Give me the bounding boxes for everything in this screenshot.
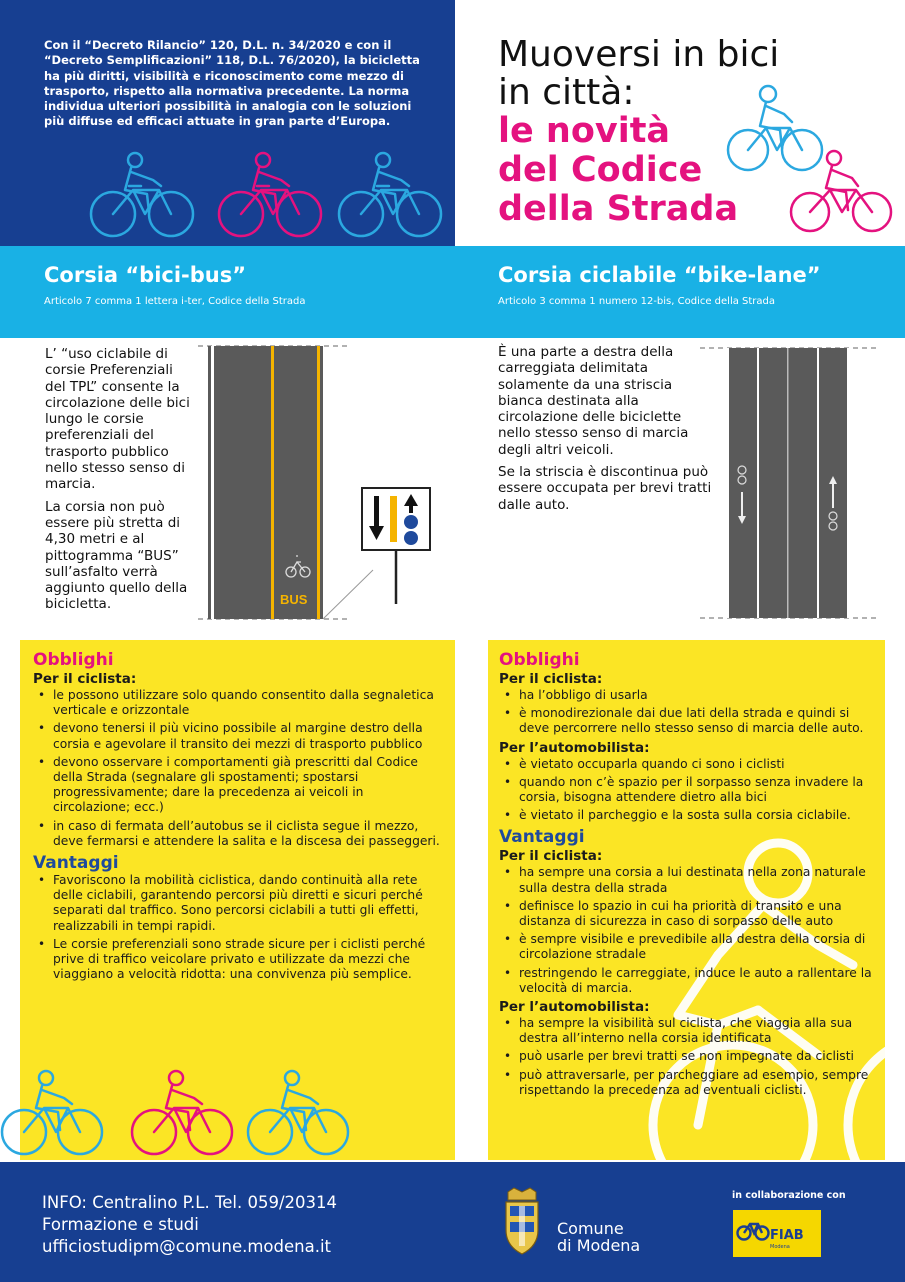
cyclist-blue-icon: [248, 1071, 348, 1154]
vantaggi-heading: Vantaggi: [33, 853, 119, 874]
list-item: • ha sempre una corsia a lui destinata nella zona naturale sulla destra della strada: [499, 865, 874, 895]
fiab-bicycle-icon: [736, 1218, 770, 1242]
ciclista-heading: Per il ciclista:: [33, 671, 137, 687]
footer-info: [42, 1192, 337, 1258]
fiab-logo-text: FIAB: [770, 1228, 804, 1243]
vantaggi-ciclista-list: [499, 865, 874, 996]
list-item: • definisce lo spazio in cui ha priorità di transito e una distanza di sicurezza in caso di sorpasso delle auto: [499, 899, 874, 929]
list-item: • è sempre visibile e prevedibile alla destra della corsia di circolazione stradale: [499, 932, 874, 962]
title-line: le novità: [498, 111, 671, 151]
obblighi-heading: Obblighi: [499, 650, 580, 670]
fiab-logo-subtext: Modena: [770, 1244, 790, 1250]
cyclist-pink-icon: [132, 1071, 232, 1154]
paragraph: Se la striscia è discontinua può essere occupata per brevi tratti dalle auto.: [498, 464, 712, 513]
modena-coat-of-arms-icon: [498, 1186, 546, 1258]
bus-signal-icon: [404, 515, 418, 529]
list-item: • è vietato occuparla quando ci sono i ciclisti: [499, 757, 874, 772]
cyclist-blue-icon: [2, 1071, 102, 1154]
bicibus-title: Corsia “bici-bus”: [44, 263, 247, 287]
list-item: • in caso di fermata dell’autobus se il ciclista segue il mezzo, deve fermarsi e attendere la salita e la discesa dei passeggeri.: [33, 819, 441, 849]
cyclist-blue-icon: [91, 153, 193, 236]
section-band: [0, 246, 905, 338]
bikelane-description: [498, 344, 713, 513]
cyclist-pink-icon: [219, 153, 321, 236]
obblighi-list: [33, 688, 441, 849]
cyclist-blue-icon: [339, 153, 441, 236]
list-item: • ha l’obbligo di usarla: [499, 688, 874, 703]
intro-text: Con il “Decreto Rilancio” 120, D.L. n. 34/2020 e con il “Decreto Semplificazioni” 118, D.L. 76/2020), la bicicletta ha più diritti, visibilità e riconoscimento come mezzo di trasporto, rispetto alla normativa precedente. La norma individua ulteriori possibilità in analogia con le soluzioni più diffuse ed efficaci attuate in gran parte d’Europa.: [44, 38, 420, 129]
list-item: • devono tenersi il più vicino possibile al margine destro della corsia e agevolare il transito dei mezzi di trasporto pubblico: [33, 721, 441, 751]
comune-line: di Modena: [557, 1236, 641, 1255]
header-cyclists-illustration: [85, 150, 445, 240]
paragraph: L’ “uso ciclabile di corsie Preferenziali del TPL” consente la circolazione delle bici lungo le corsie preferenziali del trasporto pubblico nello stesso senso di marcia.: [45, 346, 190, 493]
list-item: • le possono utilizzare solo quando consentito dalla segnaletica verticale e orizzontale: [33, 688, 441, 718]
list-item: • quando non c’è spazio per il sorpasso senza invadere la corsia, bisogna attendere dietro alla bici: [499, 775, 874, 805]
obblighi-automobilista-list: [499, 757, 874, 824]
list-item: • può attraversarle, per parcheggiare ad esempio, sempre rispettando la precedenza ad eventuali ciclisti.: [499, 1068, 874, 1098]
bikelane-road-illustration: [700, 342, 885, 622]
vantaggi-list: [33, 873, 441, 982]
bicibus-rules: [33, 650, 441, 985]
obblighi-ciclista-list: [499, 688, 874, 737]
vantaggi-automobilista-list: [499, 1016, 874, 1098]
cyclist-blue-icon: [728, 86, 822, 170]
ciclista-heading: Per il ciclista:: [499, 671, 603, 687]
list-item: • è monodirezionale dai due lati della strada e quindi si deve percorrere nello stesso senso di marcia delle auto.: [499, 706, 874, 736]
info-office: Formazione e studi: [42, 1215, 199, 1234]
paragraph: È una parte a destra della carreggiata delimitata solamente da una striscia bianca destinata alla circolazione delle biciclette nello stesso senso di marcia degli altri veicoli.: [498, 344, 689, 458]
list-item: • può usarle per brevi tratti se non impegnate da ciclisti: [499, 1049, 874, 1064]
list-item: • ha sempre la visibilità sul ciclista, che viaggia alla sua destra all’interno nella corsia identificata: [499, 1016, 874, 1046]
bicibus-description: [45, 346, 195, 613]
bikelane-subtitle: Articolo 3 comma 1 numero 12-bis, Codice della Strada: [498, 296, 776, 307]
cyclist-pink-icon: [791, 151, 891, 231]
title-line: della Strada: [498, 189, 739, 229]
footer-cyclists-illustration: [0, 1068, 360, 1158]
title-line: in città:: [498, 72, 635, 113]
bikelane-rules: [499, 650, 874, 1101]
comune-logo-text: [557, 1220, 640, 1254]
bicycle-signal-icon: [404, 531, 418, 545]
title-line: del Codice: [498, 150, 703, 190]
list-item: • Favoriscono la mobilità ciclistica, dando continuità alla rete delle ciclabili, garantendo percorsi più diretti e sicuri perché separati dal traffico. Sono percorsi ciclabili a tutti gli effetti, realizzabili in tempi rapidi.: [33, 873, 441, 934]
title-line: Muoversi in bici: [498, 34, 780, 75]
comune-line: Comune: [557, 1219, 624, 1238]
vantaggi-heading: Vantaggi: [499, 827, 585, 848]
bicibus-road-sign: [362, 488, 430, 604]
info-phone: INFO: Centralino P.L. Tel. 059/20314: [42, 1193, 338, 1212]
bus-road-marking: BUS: [280, 592, 308, 607]
info-email[interactable]: ufficiostudipm@comune.modena.it: [42, 1237, 331, 1256]
automobilista-heading: Per l’automobilista:: [499, 999, 650, 1016]
list-item: • Le corsie preferenziali sono strade sicure per i ciclisti perché prive di traffico veicolare privato e utilizzate da mezzi che viaggiano a velocità ridotta: una convivenza più semplice.: [33, 937, 441, 983]
collaboration-label: in collaborazione con: [732, 1190, 846, 1201]
automobilista-heading: Per l’automobilista:: [499, 739, 650, 756]
list-item: • restringendo le carreggiate, induce le auto a rallentare la velocità di marcia.: [499, 966, 874, 996]
list-item: • devono osservare i comportamenti già prescritti dal Codice della Strada (segnalare gli spostamenti; spostarsi progressivamente; dare la precedenza ai veicoli in circolazione; ecc.): [33, 755, 441, 816]
bicibus-road-illustration: [198, 342, 438, 622]
obblighi-heading: Obblighi: [33, 650, 114, 670]
title-cyclists-illustration: [722, 78, 897, 238]
ciclista-heading: Per il ciclista:: [499, 848, 603, 865]
bikelane-title: Corsia ciclabile “bike-lane”: [498, 263, 821, 287]
bicibus-subtitle: Articolo 7 comma 1 lettera i-ter, Codice della Strada: [44, 296, 306, 307]
list-item: • è vietato il parcheggio e la sosta sulla corsia ciclabile.: [499, 808, 874, 823]
paragraph: La corsia non può essere più stretta di 4,30 metri e al pittogramma “BUS” sull’asfalto verrà aggiunto quello della bicicletta.: [45, 498, 188, 613]
